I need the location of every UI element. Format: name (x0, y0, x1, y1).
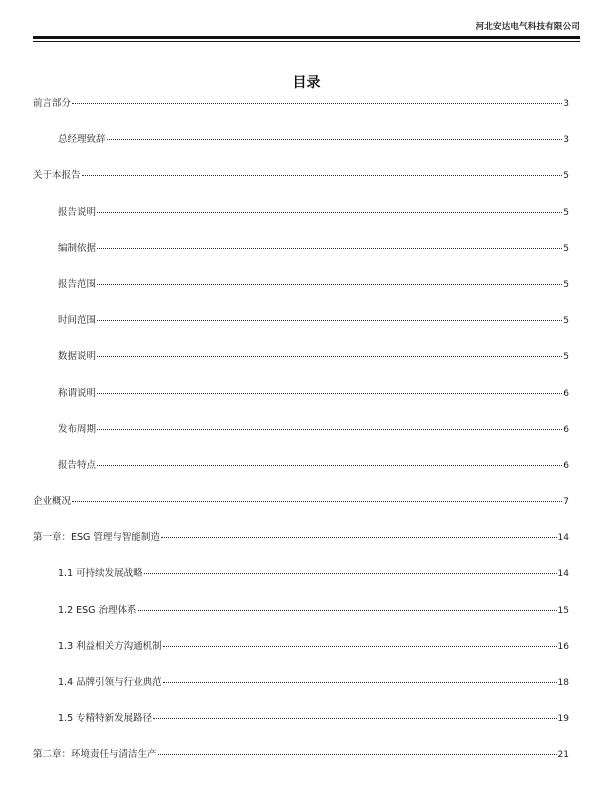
toc-entry[interactable] (33, 676, 569, 712)
toc-dot-leader (97, 429, 562, 430)
toc-entry[interactable] (33, 278, 569, 314)
toc-dot-leader (97, 393, 562, 394)
toc-entry[interactable] (33, 604, 569, 640)
toc-entry-page: 21 (557, 750, 569, 761)
toc-entry[interactable] (33, 169, 569, 205)
toc-entry-page: 5 (563, 352, 569, 363)
toc-dot-leader (97, 356, 562, 357)
toc-entry-label: 报告特点 (58, 459, 97, 471)
toc-entry[interactable] (33, 712, 569, 748)
toc-entry-label: 1.2 ESG 治理体系 (58, 604, 137, 616)
toc-entry[interactable] (33, 531, 569, 567)
toc-dot-leader (72, 501, 562, 502)
toc-entry-label: 第二章：环境责任与清洁生产 (33, 749, 157, 761)
company-name: 河北安达电气科技有限公司 (475, 22, 580, 32)
toc-dot-leader (97, 284, 562, 285)
toc-entry-page: 14 (557, 569, 569, 580)
toc-entry-label: 前言部分 (33, 98, 72, 109)
toc-entry-page: 15 (557, 605, 569, 616)
toc-entry[interactable] (33, 133, 569, 169)
toc-entry-page: 5 (563, 207, 569, 218)
toc-entry-label: 称谓说明 (58, 387, 97, 399)
toc-title: 目录 (292, 75, 321, 91)
toc-entry-label: 企业概况 (33, 496, 72, 508)
toc-entry[interactable] (33, 640, 569, 676)
toc-entry[interactable] (33, 423, 569, 459)
toc-dot-leader (97, 320, 562, 321)
toc-dot-leader (161, 537, 557, 538)
toc-entry[interactable] (33, 567, 569, 603)
toc-dot-leader (72, 103, 562, 104)
header-rule-thick (33, 36, 580, 39)
toc-entry-page: 16 (557, 641, 569, 652)
toc-entry-label: 1.3 利益相关方沟通机制 (58, 640, 162, 652)
toc-entry-label: 关于本报告 (33, 170, 81, 182)
toc-entry-page: 5 (563, 316, 569, 327)
toc-entry[interactable] (33, 387, 569, 423)
toc-dot-leader (153, 718, 556, 719)
toc-entry-page: 6 (563, 424, 569, 435)
toc-dot-leader (97, 212, 562, 213)
toc-dot-leader (97, 465, 562, 466)
toc-entry[interactable] (33, 495, 569, 531)
toc-entry-label: 总经理致辞 (58, 134, 106, 146)
toc-entry-page: 6 (563, 388, 569, 399)
toc-entry-page: 7 (563, 497, 569, 508)
toc-entry-page: 5 (563, 279, 569, 290)
toc-entry-label: 数据说明 (58, 351, 97, 363)
toc-entry-page: 3 (563, 99, 569, 109)
toc-entry-label: 发布周期 (58, 423, 97, 435)
toc-dot-leader (163, 646, 557, 647)
toc-entry-label: 1.5 专精特新发展路径 (58, 713, 153, 725)
toc-entry-page: 14 (557, 533, 569, 544)
toc-entry-page: 6 (563, 460, 569, 471)
toc-dot-leader (144, 573, 557, 574)
toc-entry-label: 报告范围 (58, 278, 97, 290)
toc-dot-leader (158, 754, 557, 755)
toc-entry-label: 第一章：ESG 管理与智能制造 (33, 532, 160, 544)
toc-dot-leader (107, 139, 563, 140)
toc-entry[interactable] (33, 748, 569, 784)
header-rule-thin (33, 41, 580, 42)
toc-entry-label: 1.4 品牌引领与行业典范 (58, 677, 162, 688)
toc-entry[interactable] (33, 97, 569, 133)
toc-dot-leader (82, 175, 563, 176)
toc-list (33, 97, 569, 785)
toc-entry[interactable] (33, 242, 569, 278)
toc-entry-page: 3 (563, 135, 569, 146)
toc-entry-page: 19 (557, 714, 569, 725)
toc-dot-leader (97, 248, 562, 249)
toc-entry-page: 5 (563, 171, 569, 182)
toc-entry-page: 5 (563, 243, 569, 254)
toc-dot-leader (163, 682, 557, 683)
toc-entry[interactable] (33, 314, 569, 350)
toc-entry-label: 时间范围 (58, 315, 97, 327)
toc-entry-label: 报告说明 (58, 206, 97, 218)
toc-entry[interactable] (33, 350, 569, 386)
toc-entry-page: 18 (557, 678, 569, 688)
toc-entry-label: 1.1 可持续发展战略 (58, 568, 143, 580)
toc-entry[interactable] (33, 206, 569, 242)
toc-entry[interactable] (33, 459, 569, 495)
toc-entry-label: 编制依据 (58, 242, 97, 254)
toc-dot-leader (138, 610, 557, 611)
